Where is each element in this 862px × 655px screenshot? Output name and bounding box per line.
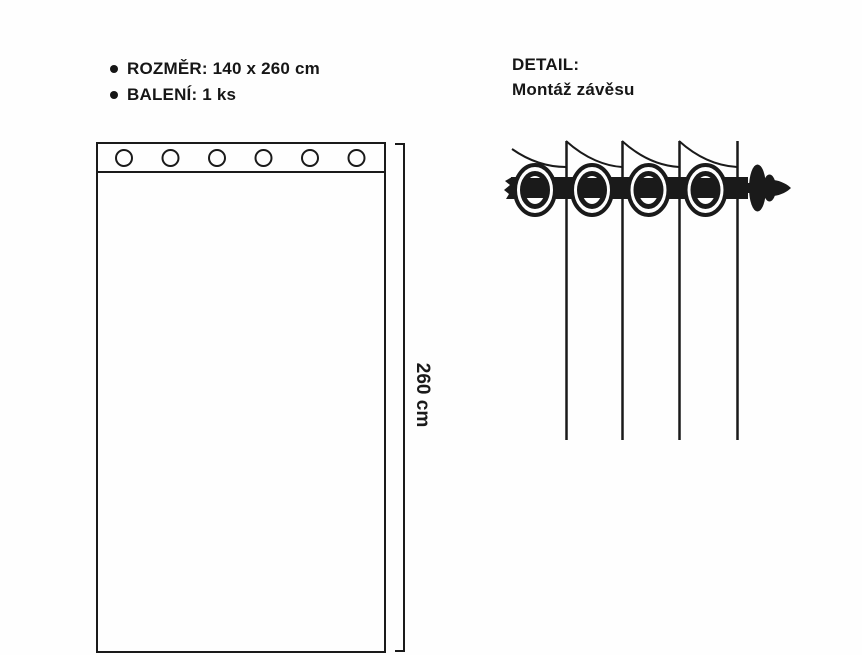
- rod-finial-icon: [745, 165, 791, 212]
- curtain-fold-top-edge: [512, 141, 737, 167]
- height-dimension-bracket: [395, 144, 404, 651]
- detail-subtitle: Montáž závěsu: [512, 80, 635, 99]
- grommet-ring-icon: [572, 165, 612, 215]
- grommet-ring-icon: [515, 165, 555, 215]
- curtain-panel-outline: [97, 143, 385, 652]
- curtain-mounting-detail-diagram: [504, 141, 791, 440]
- height-dimension-label: 260 cm: [411, 362, 433, 428]
- spec-size-label: ROZMĚR: 140 x 260 cm: [127, 59, 320, 78]
- spec-package-label: BALENÍ: 1 ks: [127, 85, 237, 104]
- grommet-ring-icon: [629, 165, 669, 215]
- curtain-front-diagram: [97, 143, 404, 652]
- grommet-ring-icon: [686, 165, 726, 215]
- detail-title: DETAIL:: [512, 55, 580, 74]
- curtain-rod-cut-end: [504, 177, 512, 199]
